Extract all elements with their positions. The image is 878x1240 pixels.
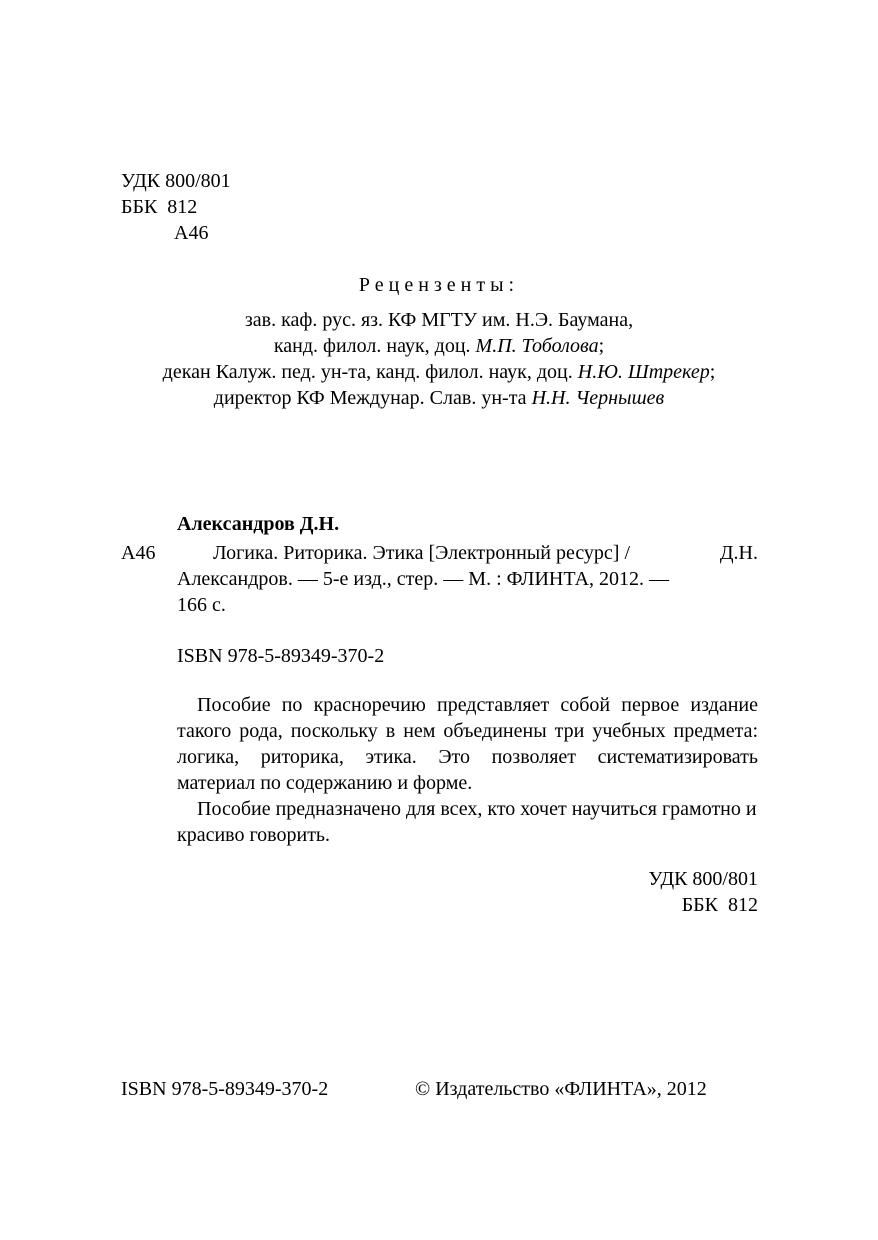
entry-mark: А46: [121, 542, 156, 564]
udk-code-bottom: УДК 800/801: [648, 868, 758, 890]
bbk-code: ББК 812: [121, 196, 198, 218]
reviewer-affiliation: декан Калуж. пед. ун-та, канд. филол. наук, доц.: [162, 361, 578, 383]
reviewer-name-shtreker: Н.Ю. Штрекер: [577, 361, 710, 383]
author-mark: А46: [174, 222, 209, 244]
reviewers-block: [100, 272, 778, 411]
reviewer-line-4: [100, 385, 778, 411]
reviewer-separator: ;: [709, 361, 716, 383]
udk-code: УДК 800/801: [121, 170, 231, 192]
footer-isbn: ISBN 978-5-89349-370-2: [121, 1078, 329, 1100]
entry-imprint: Александров. — 5-е изд., стер. — М. : ФЛИНТА, 2012. —: [177, 568, 670, 590]
annotation-paragraph-2: Пособие предназначено для всех, кто хочет научиться грамотно и красиво говорить.: [177, 798, 757, 846]
reviewer-name-chernyshev: Н.Н. Чернышев: [531, 387, 665, 409]
entry-isbn: ISBN 978-5-89349-370-2: [177, 645, 385, 667]
copyright: © Издательство «ФЛИНТА», 2012: [415, 1078, 707, 1100]
reviewer-separator: ;: [598, 335, 605, 357]
annotation: [177, 692, 758, 848]
reviewer-line-3: [100, 359, 778, 385]
reviewer-name-tobolova: М.П. Тоболова: [475, 335, 599, 357]
entry-pages: 166 с.: [177, 594, 226, 616]
bbk-code-bottom: ББК 812: [681, 894, 758, 916]
reviewer-affiliation: канд. филол. наук, доц.: [273, 335, 476, 357]
entry-title-line: [213, 540, 758, 566]
reviewer-line-1: зав. каф. рус. яз. КФ МГТУ им. Н.Э. Баумана,: [244, 309, 634, 331]
reviewers-heading: Рецензенты:: [358, 274, 520, 296]
entry-title: Логика. Риторика. Этика [Электронный ресурс] /: [213, 542, 631, 564]
entry-author: Александров Д.Н.: [177, 513, 340, 535]
annotation-paragraph-1: Пособие по красноречию представляет собой первое издание такого рода, поскольку в нем объединены три учебных предмета: логика, риторика, этика. Это позволяет систематизировать материал по содержанию и форме.: [177, 694, 758, 794]
reviewer-line-2: [100, 333, 778, 359]
entry-author-initials: Д.Н.: [719, 542, 758, 564]
reviewer-affiliation: директор КФ Междунар. Слав. ун-та: [213, 387, 532, 409]
